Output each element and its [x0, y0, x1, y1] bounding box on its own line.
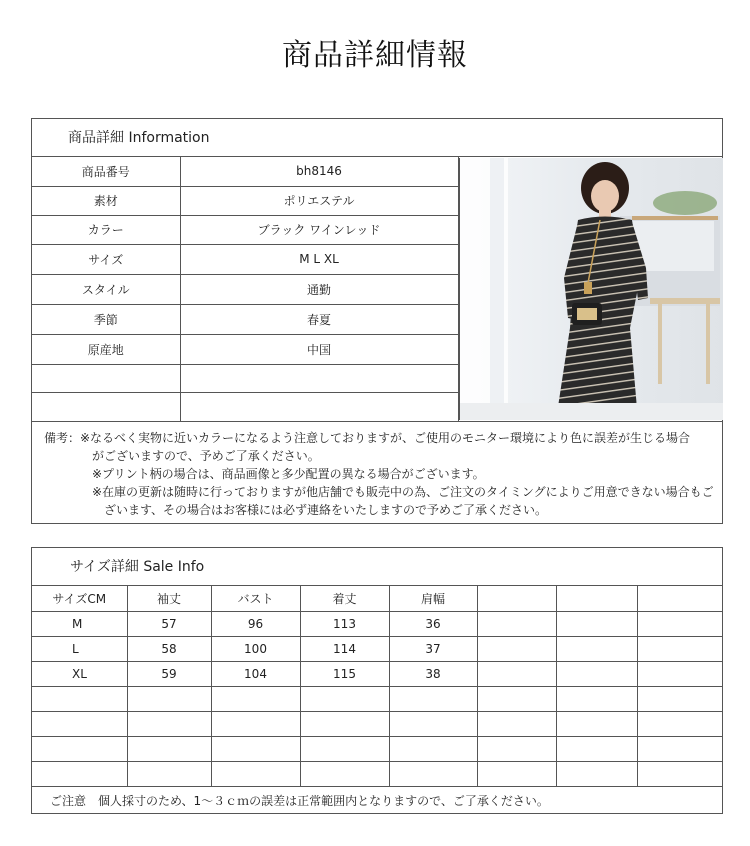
info-label — [32, 364, 180, 392]
size-col-header: 肩幅 — [389, 586, 477, 611]
note-line: がございますので、予めご了承ください。 — [92, 449, 320, 463]
size-cell: M — [32, 611, 127, 636]
info-value — [180, 392, 458, 421]
size-cell — [477, 661, 556, 686]
size-table — [32, 586, 722, 787]
size-cell — [477, 711, 556, 736]
size-cell — [637, 636, 722, 661]
size-cell — [556, 761, 637, 786]
size-cell — [127, 686, 211, 711]
info-header: 商品詳細 Information — [32, 119, 722, 157]
info-value: ブラック ワインレッド — [180, 215, 458, 244]
size-cell — [389, 686, 477, 711]
size-cell — [637, 736, 722, 761]
size-header-row — [32, 586, 722, 611]
size-cell — [32, 686, 127, 711]
info-label: 季節 — [32, 304, 180, 334]
size-cell — [477, 611, 556, 636]
product-info-section — [31, 118, 723, 524]
size-cell: 37 — [389, 636, 477, 661]
size-cell — [300, 686, 389, 711]
size-cell — [556, 636, 637, 661]
product-photo — [459, 158, 723, 420]
size-cell: L — [32, 636, 127, 661]
size-cell — [556, 611, 637, 636]
size-col-header: サイズCM — [32, 586, 127, 611]
size-col-header: バスト — [211, 586, 300, 611]
size-cell: 36 — [389, 611, 477, 636]
size-row — [32, 686, 722, 711]
size-cell — [637, 761, 722, 786]
size-cell — [211, 711, 300, 736]
size-col-header — [637, 586, 722, 611]
size-cell: 115 — [300, 661, 389, 686]
size-col-header — [556, 586, 637, 611]
size-cell — [32, 736, 127, 761]
size-cell: 57 — [127, 611, 211, 636]
info-value: bh8146 — [180, 157, 458, 186]
info-label: サイズ — [32, 244, 180, 274]
size-row — [32, 636, 722, 661]
size-cell — [556, 736, 637, 761]
info-label: 商品番号 — [32, 157, 180, 186]
size-cell: 96 — [211, 611, 300, 636]
size-note: ご注意 個人採寸のため、1～３ｃｍの誤差は正常範囲内となりますので、ご了承ください。 — [50, 794, 549, 808]
size-cell: 38 — [389, 661, 477, 686]
section-divider — [32, 421, 722, 422]
size-cell — [32, 761, 127, 786]
size-cell: 113 — [300, 611, 389, 636]
note-line: ざいます、その場合はお客様には必ず連絡をいたしますので予めご了承ください。 — [104, 503, 548, 517]
note-line: 備考：※なるべく実物に近いカラーになるよう注意しておりますが、ご使用のモニター環境により色に誤差が生じる場合 — [44, 431, 691, 445]
size-cell: 104 — [211, 661, 300, 686]
info-label: スタイル — [32, 274, 180, 304]
size-cell — [637, 711, 722, 736]
size-info-section — [31, 547, 723, 814]
size-cell — [477, 686, 556, 711]
size-row — [32, 761, 722, 786]
size-header: サイズ詳細 Sale Info — [32, 548, 722, 586]
info-label: 原産地 — [32, 334, 180, 364]
size-cell — [556, 661, 637, 686]
info-table — [32, 157, 459, 422]
size-cell: 59 — [127, 661, 211, 686]
size-cell: 114 — [300, 636, 389, 661]
size-row — [32, 736, 722, 761]
size-cell — [300, 761, 389, 786]
size-cell — [637, 661, 722, 686]
size-cell — [127, 761, 211, 786]
note-line: ※プリント柄の場合は、商品画像と多少配置の異なる場合がございます。 — [92, 467, 485, 481]
info-value — [180, 364, 458, 392]
size-cell — [389, 761, 477, 786]
size-col-header: 着丈 — [300, 586, 389, 611]
note-line: ※在庫の更新は随時に行っておりますが他店舗でも販売中の為、ご注文のタイミングによりご用意できない場合もご — [92, 485, 714, 499]
size-cell — [211, 736, 300, 761]
notes — [44, 429, 714, 519]
size-cell — [300, 711, 389, 736]
size-cell — [477, 636, 556, 661]
size-cell: 100 — [211, 636, 300, 661]
size-cell: 58 — [127, 636, 211, 661]
size-cell — [211, 686, 300, 711]
size-cell — [389, 711, 477, 736]
info-value: ポリエステル — [180, 186, 458, 215]
size-col-header — [477, 586, 556, 611]
size-cell — [389, 736, 477, 761]
size-row — [32, 711, 722, 736]
size-cell — [211, 761, 300, 786]
info-label — [32, 392, 180, 421]
info-value: 中国 — [180, 334, 458, 364]
info-value: 通勤 — [180, 274, 458, 304]
size-cell — [32, 711, 127, 736]
page-title: 商品詳細情報 — [282, 38, 468, 73]
info-value: M L XL — [180, 244, 458, 274]
info-label: 素材 — [32, 186, 180, 215]
size-cell — [477, 736, 556, 761]
size-cell: XL — [32, 661, 127, 686]
size-cell — [477, 761, 556, 786]
size-cell — [637, 611, 722, 636]
size-col-header: 袖丈 — [127, 586, 211, 611]
info-label: カラー — [32, 215, 180, 244]
size-cell — [300, 736, 389, 761]
size-cell — [637, 686, 722, 711]
info-value: 春夏 — [180, 304, 458, 334]
size-cell — [127, 736, 211, 761]
size-cell — [556, 711, 637, 736]
size-cell — [556, 686, 637, 711]
size-cell — [127, 711, 211, 736]
size-row — [32, 611, 722, 636]
size-row — [32, 661, 722, 686]
